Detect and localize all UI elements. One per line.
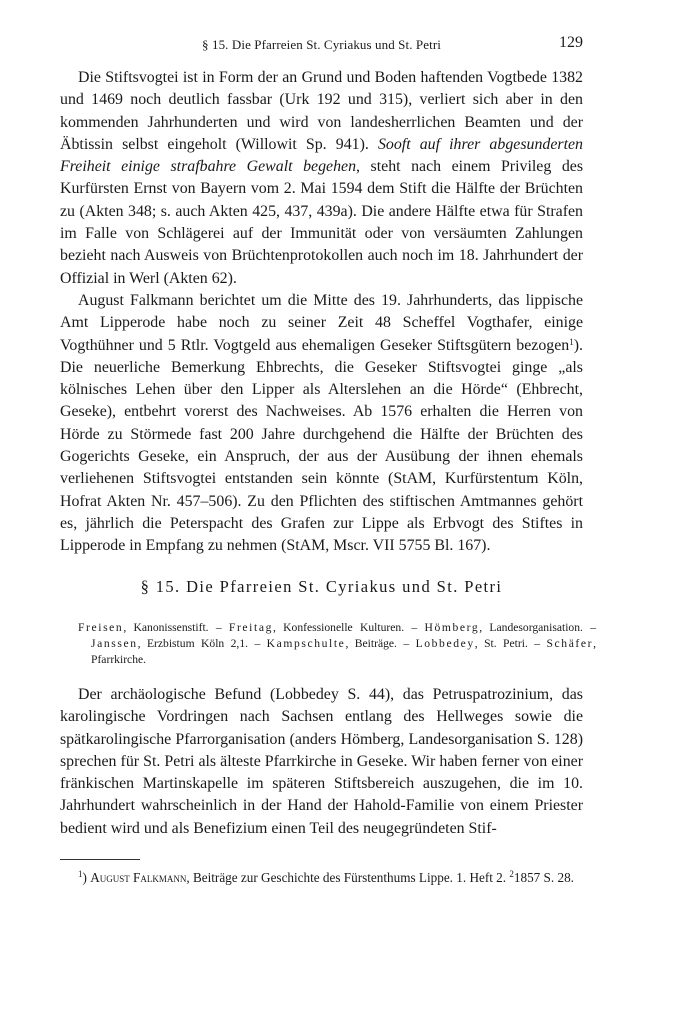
paragraph-stiftsvogtei [60,67,583,290]
footnote: $^1$) August Falkmann, Beiträge zur Geschichte des Fürstenthums Lippe. 1. Heft 2. $^2$1857 S. 28. [78,869,574,885]
paragraph-falkmann [60,290,583,558]
bib-text: , Beiträge. – [345,637,416,650]
page-number: 129 [559,34,583,51]
footnote-rule [60,859,140,860]
bib-author: Janssen [91,637,138,650]
bib-text: , Erzbistum Köln 2,1. – [137,637,267,650]
bib-text: , Konfessionelle Kulturen. – [272,621,425,634]
running-head [60,34,583,54]
section-heading: § 15. Die Pfarreien St. Cyriakus und St. Petri [140,577,503,596]
footnote-text: 1857 S. 28. [513,870,574,885]
paragraph-text: August Falkmann berichtet um die Mitte des 19. Jahrhunderts, das lippische Amt Lipperode habe noch zu seiner Zeit 48 Scheffel Vogthafer, einige Vogthühner und 5 Rtlr. Vogtgeld aus ehemaligen Geseker Stiftsgütern bezogen [60,291,583,354]
bib-author: Hömberg [424,621,480,634]
italic-quotation: Sooft auf ihrer abgesunderten Freiheit einige strafbahre Gewalt begehen [60,135,583,176]
body-text-upper [60,67,583,558]
running-title: § 15. Die Pfarreien St. Cyriakus und St. Petri [202,37,441,52]
footnote-text: , Beiträge zur Geschichte des Fürstenthums Lippe. 1. Heft 2. [186,870,510,885]
bib-text: , Kanonissenstift. – [123,621,229,634]
paragraph-text: Die Stiftsvogtei ist in Form der an Grund und Boden haftenden Vogtbede 1382 und 1469 noch deutlich fassbar (Urk 192 und 315), verliert sich aber in den kommenden Jahrhunderten und wird von landesherrlichen Beamten und der Äbtissin selbst eingeholt (Willowit Sp. 941). [60,69,583,153]
footnote-marker: 1 [78,869,83,879]
footnote-reference: 1 [569,336,574,347]
paragraph-befund: Der archäologische Befund (Lobbedey S. 44), das Petruspatrozinium, das karolingische Vordringen nach Sachsen entlang des Hellweges sowie die spätkarolingische Pfarrorganisation (anders Hömberg, Landesorganisation S. 128) sprechen für St. Petri als älteste Pfarrkirche in Geseke. Wir haben ferner von einer fränkischen Martinskapelle im späteren Stiftsbereich auszugehen, die im 10. Jahrhundert wahrscheinlich in der Hand der Hahold-Familie von einem Priester bedient wird und als Benefizium einen Teil des neugegründeten Stif- [60,686,583,837]
footnote-author: August Falkmann [90,870,187,885]
bib-author: Freitag [228,621,273,634]
body-text-lower [60,684,583,840]
bib-author: Freisen [78,621,124,634]
bibliography-list [78,620,596,668]
bib-text: , Pfarrkirche. [91,637,597,666]
bib-author: Kampschulte [266,637,346,650]
bib-text: , St. Petri. – [474,637,547,650]
paragraph-text: , steht nach einem Privileg des Kurfürsten Ernst von Bayern vom 2. Mai 1594 dem Stift die Hälfte der Brüchten zu (Akten 348; s. auch Akten 425, 437, 439a). Die andere Hälfte etwa für Strafen im Falle von Schlägerei auf der Immunität oder von versäumten Zahlungen bezieht nach Ausweis von Brüchtenprotokollen auch noch im 18. Jahrhundert der Offizial in Werl (Akten 62). [60,158,583,287]
bib-author: Lobbedey [415,637,475,650]
bib-author: Schäfer [546,637,594,650]
footnote-edition: 2 [509,869,514,879]
paragraph-text: ). Die neuerliche Bemerkung Ehbrechts, die Geseker Stiftsvogtei ginge „als kölnisches Lehen über den Lipper als Alterslehen an die Hörde“ (Ehbrecht, Geseke), entbehrt vorerst des Nachweises. Ab 1576 erhalten die Herren von Hörde zu Störmede fast 200 Jahre durchgehend die Hälfte der Brüchten des Gogerichts Geseke, ein Anspruch, der aus der Ausübung der ihnen ehemals verliehenen Stiftsvogtei entstanden sein könnte (StAM, Kurfürstentum Köln, Hofrat Akten Nr. 457–506). Zu den Pflichten des stiftischen Amtmannes gehört es, jährlich die Peterspacht des Grafen zur Lippe als Erbvogt des Stiftes in Lipperode in Empfang zu nehmen (StAM, Mscr. VII 5755 Bl. 167). [60,336,583,555]
bib-text: , Landesorganisation. – [479,621,596,634]
